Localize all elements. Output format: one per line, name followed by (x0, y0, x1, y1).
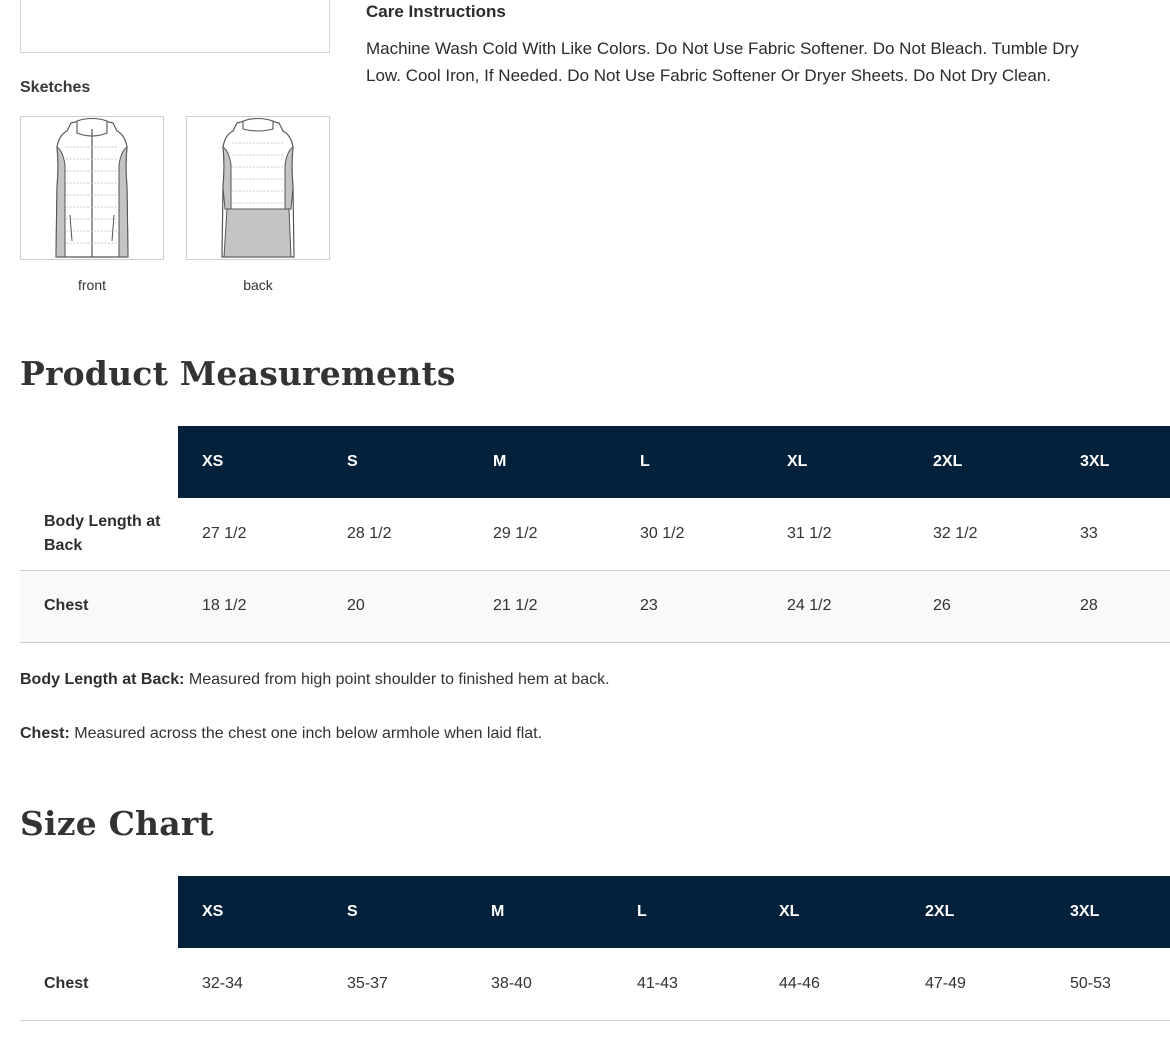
size-chart-title: Size Chart (20, 804, 214, 843)
size-header-xs: XS (178, 426, 323, 498)
row-label-chest: Chest (44, 597, 89, 614)
size-chart-table (20, 876, 1170, 1021)
note-body-length (20, 671, 610, 689)
size-header-m: M (467, 876, 613, 948)
table-cell: 38-40 (491, 974, 532, 992)
vest-front-sketch (21, 117, 163, 259)
size-header-xl: XL (763, 426, 909, 498)
table-cell: 32 1/2 (933, 524, 978, 542)
size-header-xs: XS (178, 876, 323, 948)
table-corner (20, 426, 178, 498)
size-header-3xl: 3XL (1046, 876, 1170, 948)
table-cell: 20 (347, 597, 365, 614)
table-cell: 44-46 (779, 974, 820, 992)
table-cell: 28 (1080, 597, 1098, 614)
table-cell: 23 (640, 597, 658, 614)
size-header-2xl: 2XL (909, 426, 1056, 498)
sketch-back-thumbnail[interactable] (186, 116, 330, 260)
size-header-s: S (323, 876, 467, 948)
table-row (20, 948, 1170, 1020)
table-cell: 33 (1080, 524, 1098, 542)
sketch-caption-back: back (243, 277, 273, 293)
sketches-label: Sketches (20, 79, 91, 96)
table-cell: 41-43 (637, 974, 678, 992)
table-cell: 30 1/2 (640, 524, 685, 542)
vest-back-sketch (187, 117, 329, 259)
size-header-m: M (469, 426, 616, 498)
row-label-chest: Chest (44, 974, 89, 992)
table-cell: 35-37 (347, 974, 388, 992)
table-cell: 47-49 (925, 974, 966, 992)
size-header-s: S (323, 426, 469, 498)
table-cell: 18 1/2 (202, 597, 247, 614)
table-corner (20, 876, 178, 948)
table-cell: 21 1/2 (493, 597, 538, 614)
size-header-2xl: 2XL (901, 876, 1046, 948)
note-text: Measured from high point shoulder to finished hem at back. (188, 671, 610, 688)
size-header-xl: XL (755, 876, 901, 948)
product-measurements-title: Product Measurements (20, 354, 456, 393)
care-instructions-text: Machine Wash Cold With Like Colors. Do Not Use Fabric Softener. Do Not Bleach. Tumble Dry Low. Cool Iron, If Needed. Do Not Use Fabric Softener Or Dryer Sheets. Do Not Dry Clean. (366, 39, 1079, 85)
product-measurements-table (20, 426, 1170, 643)
table-cell: 27 1/2 (202, 524, 247, 542)
sketch-front-thumbnail[interactable] (20, 116, 164, 260)
size-header-l: L (613, 876, 755, 948)
table-cell: 24 1/2 (787, 597, 832, 614)
care-instructions-title: Care Instructions (366, 2, 506, 21)
table-row (20, 570, 1170, 642)
table-cell: 28 1/2 (347, 524, 392, 542)
sketch-caption-front: front (77, 277, 106, 293)
note-text: Measured across the chest one inch below armhole when laid flat. (74, 725, 543, 742)
table-cell: 29 1/2 (493, 524, 538, 542)
note-term: Chest: (20, 725, 70, 742)
table-cell: 32-34 (202, 974, 243, 992)
size-header-l: L (616, 426, 763, 498)
table-cell: 31 1/2 (787, 524, 832, 542)
table-row (20, 498, 1170, 570)
product-image-frame[interactable] (20, 0, 330, 53)
note-chest (20, 725, 542, 743)
row-label-body-length: Body Length at Back (44, 512, 161, 554)
note-term: Body Length at Back: (20, 671, 185, 688)
size-header-3xl: 3XL (1056, 426, 1170, 498)
table-cell: 26 (933, 597, 951, 614)
table-cell: 50-53 (1070, 974, 1111, 992)
